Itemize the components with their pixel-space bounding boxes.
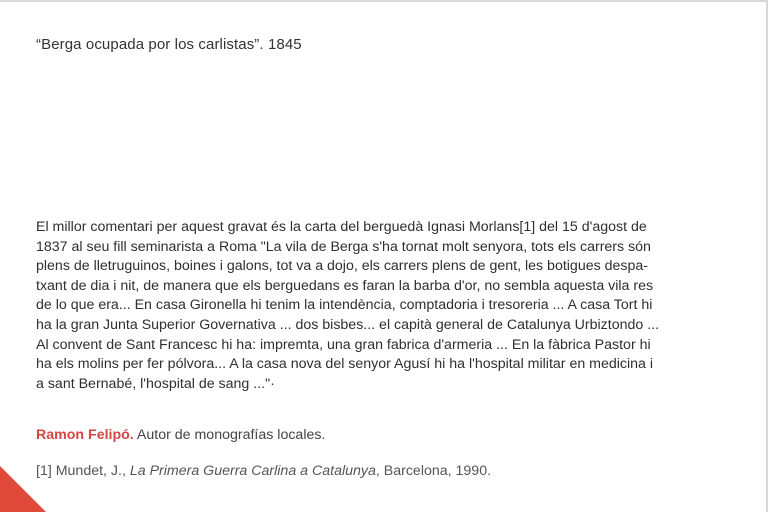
body-line: Al convent de Sant Francesc hi ha: impremta, una gran fabrica d'armeria ... En la fàbrica Pastor hi [36, 336, 651, 353]
corner-triangle-decoration [0, 466, 46, 512]
body-line: txant de dia i nit, de manera que els berguedans es faran la barba d'or, no sembla aquesta vila res [36, 277, 654, 294]
footnote-prefix: [1] Mundet, J., [36, 463, 130, 479]
top-divider [0, 0, 768, 2]
author-description: Autor de monografías locales. [133, 427, 326, 443]
footnote-suffix: , Barcelona, 1990. [375, 463, 492, 479]
body-line: ha la gran Junta Superior Governativa ... dos bisbes... el capità general de Catalunya Urbiztondo ... [36, 316, 660, 333]
body-line: plens de lletruguinos, boines i galons, tot va a dojo, els carrers plens de gent, les botigues despa- [36, 258, 649, 275]
image-caption: “Berga ocupada por los carlistas”. 1845 [36, 36, 302, 53]
body-line: El millor comentari per aquest gravat és la carta del berguedà Ignasi Morlans[1] del 15 d'agost de [36, 219, 647, 235]
footnote [36, 463, 491, 479]
body-paragraph [36, 218, 742, 394]
body-line: 1837 al seu fill seminarista a Roma "La vila de Berga s'ha tornat molt senyora, tots els carrers són [36, 238, 651, 255]
author-credit [36, 427, 325, 443]
footnote-book-title: La Primera Guerra Carlina a Catalunya [129, 463, 376, 479]
body-line: a sant Bernabé, l'hospital de sang ..."· [36, 375, 275, 392]
body-line: ha els molins per fer pólvora... A la casa nova del senyor Agusí hi ha l'hospital militar en medicina i [36, 356, 654, 373]
body-line: de lo que era... En casa Gironella hi tenim la intendència, comptadoria i tresoreria ... A casa Tort hi [36, 297, 653, 314]
author-name: Ramon Felipó. [36, 427, 134, 443]
